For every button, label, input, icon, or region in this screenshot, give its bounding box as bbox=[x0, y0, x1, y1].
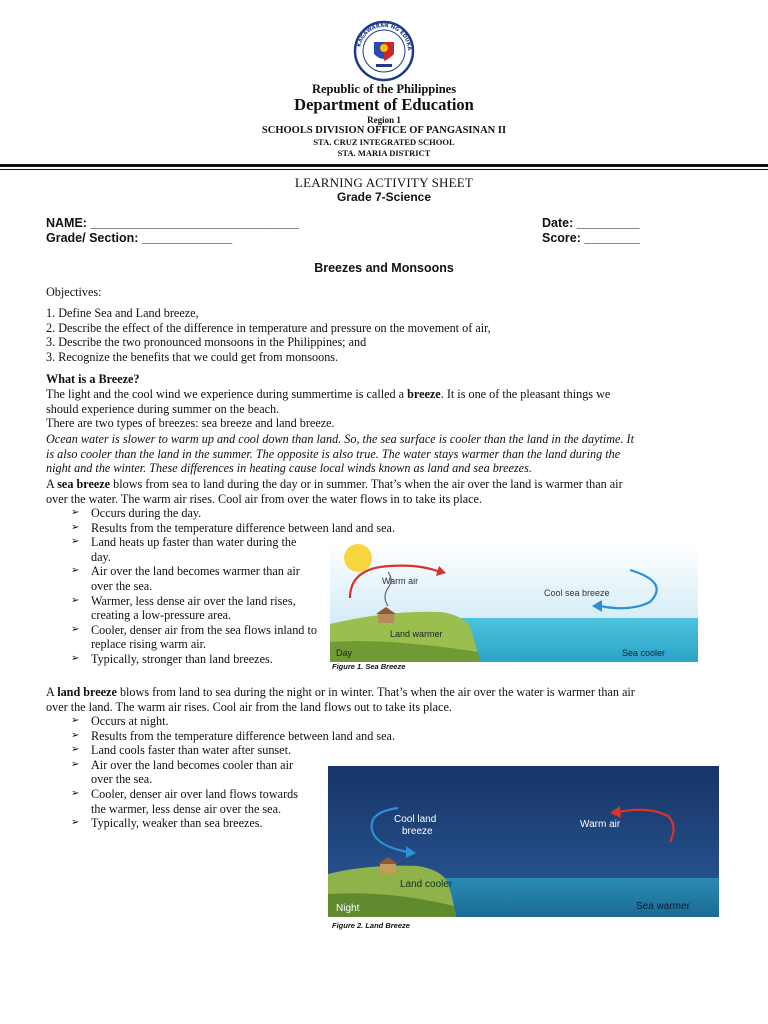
division-heading: SCHOOLS DIVISION OFFICE OF PANGASINAN II bbox=[261, 125, 507, 136]
grade-section-field[interactable]: Grade/ Section: _____________ bbox=[46, 231, 233, 245]
name-field[interactable]: NAME: ______________________________ bbox=[46, 216, 299, 230]
cool-breeze-label-line1: Cool land bbox=[394, 814, 437, 825]
time-label: Day bbox=[336, 648, 353, 658]
sea-breeze-term: sea breeze bbox=[57, 477, 111, 491]
paragraph-line: over the land. The warm air rises. Cool air from the land flows out to take its place. bbox=[46, 699, 452, 714]
objective-item: 1. Define Sea and Land breeze, bbox=[46, 306, 199, 320]
land-breeze-figure bbox=[328, 766, 719, 917]
breeze-term: breeze bbox=[407, 387, 441, 401]
warm-air-label: Warm air bbox=[382, 576, 419, 586]
land-breeze-bullets bbox=[68, 714, 395, 831]
paragraph-line: The light and the cool wind we experience during summertime is called a breeze. It is one of the pleasant things we bbox=[46, 387, 611, 401]
list-item: ➢ Cooler, denser air over land flows towards the warmer, less dense air over the sea. bbox=[68, 787, 313, 816]
sheet-type: LEARNING ACTIVITY SHEET bbox=[294, 175, 474, 190]
grade-level: Grade 7-Science bbox=[336, 190, 432, 204]
paragraph-line: Ocean water is slower to warm up and cool down than land. So, the sea surface is cooler than the land in the daytime. It bbox=[46, 432, 634, 446]
objective-item: 2. Describe the effect of the difference in temperature and pressure on the movement of air, bbox=[46, 320, 491, 335]
paragraph-line: A sea breeze blows from sea to land during the day or in summer. That’s when the air over the land is warmer than air bbox=[46, 477, 623, 491]
sea-breeze-paragraph bbox=[46, 477, 623, 506]
warm-air-label: Warm air bbox=[580, 819, 621, 830]
figure-caption: Figure 1. Sea Breeze bbox=[332, 662, 406, 671]
land-breeze-term: land breeze bbox=[57, 685, 117, 699]
paragraph-line: night and the winter. These differences in heating cause local winds known as land and sea breezes. bbox=[46, 461, 532, 476]
district-heading: STA. MARIA DISTRICT bbox=[337, 148, 431, 158]
figure-caption: Figure 2. Land Breeze bbox=[332, 921, 410, 930]
breeze-paragraph bbox=[46, 387, 610, 431]
paragraph-line: A land breeze blows from land to sea during the night or in winter. That’s when the air over the water is warmer than air bbox=[46, 685, 635, 699]
sea-label: Sea cooler bbox=[622, 648, 666, 658]
list-item: ➢ Results from the temperature difference between land and sea. bbox=[68, 521, 318, 536]
list-item: ➢ Results from the temperature difference between land and sea. bbox=[68, 729, 313, 744]
list-item: ➢ Typically, stronger than land breezes. bbox=[68, 652, 318, 667]
list-item: ➢ Occurs at night. bbox=[68, 714, 313, 729]
objective-item: 3. Recognize the benefits that we could get from monsoons. bbox=[46, 349, 339, 364]
objectives-list bbox=[46, 306, 491, 364]
region-heading: Region 1 bbox=[367, 115, 401, 125]
paragraph-line: is also cooler than the land in the summer. The opposite is also true. The water stays warmer than the land during the bbox=[46, 446, 621, 461]
list-item: ➢ Cooler, denser air from the sea flows inland to replace rising warm air. bbox=[68, 623, 318, 652]
sea-breeze-figure bbox=[330, 542, 698, 662]
cool-breeze-label: Cool sea breeze bbox=[544, 588, 610, 598]
paragraph-line: There are two types of breezes: sea breeze and land breeze. bbox=[46, 416, 335, 431]
sun-icon bbox=[344, 544, 372, 572]
time-label: Night bbox=[336, 903, 360, 914]
breeze-heading: What is a Breeze? bbox=[46, 372, 140, 386]
list-item: ➢ Occurs during the day. bbox=[68, 506, 318, 521]
school-heading: STA. CRUZ INTEGRATED SCHOOL bbox=[313, 137, 455, 147]
republic-heading: Republic of the Philippines bbox=[311, 82, 457, 96]
objective-item: 3. Describe the two pronounced monsoons in the Philippines; and bbox=[46, 335, 367, 350]
list-item: ➢ Air over the land becomes cooler than air over the sea. bbox=[68, 758, 313, 787]
list-item: ➢ Typically, weaker than sea breezes. bbox=[68, 816, 313, 831]
list-item: ➢ Land heats up faster than water during the day. bbox=[68, 535, 318, 564]
list-item: ➢ Land cools faster than water after sunset. bbox=[68, 743, 313, 758]
land-label: Land cooler bbox=[400, 879, 453, 890]
ocean-paragraph bbox=[46, 432, 634, 476]
header-rule-thick bbox=[0, 164, 768, 167]
paragraph-line: should experience during summer on the beach. bbox=[46, 401, 280, 416]
lesson-title: Breezes and Monsoons bbox=[314, 261, 454, 275]
sea-breeze-bullets bbox=[68, 506, 395, 667]
deped-seal bbox=[346, 20, 422, 82]
seal-text: KAGAWARAN NG EDUKA bbox=[356, 22, 413, 51]
paragraph-line: over the water. The warm air rises. Cool air from over the water flows in to take its place. bbox=[46, 491, 483, 506]
sea-label: Sea warmer bbox=[636, 901, 690, 912]
list-item: ➢ Warmer, less dense air over the land rises, creating a low-pressure area. bbox=[68, 594, 318, 623]
header-rule-thin bbox=[0, 169, 768, 170]
objectives-label: Objectives: bbox=[46, 285, 102, 299]
score-field[interactable]: Score: ________ bbox=[542, 231, 640, 245]
land-label: Land warmer bbox=[390, 629, 443, 639]
list-item: ➢ Air over the land becomes warmer than air over the sea. bbox=[68, 564, 318, 593]
date-field[interactable]: Date: _________ bbox=[542, 216, 640, 230]
land-breeze-paragraph bbox=[46, 685, 635, 714]
department-heading: Department of Education bbox=[294, 95, 474, 114]
cool-breeze-label-line2: breeze bbox=[402, 826, 433, 837]
